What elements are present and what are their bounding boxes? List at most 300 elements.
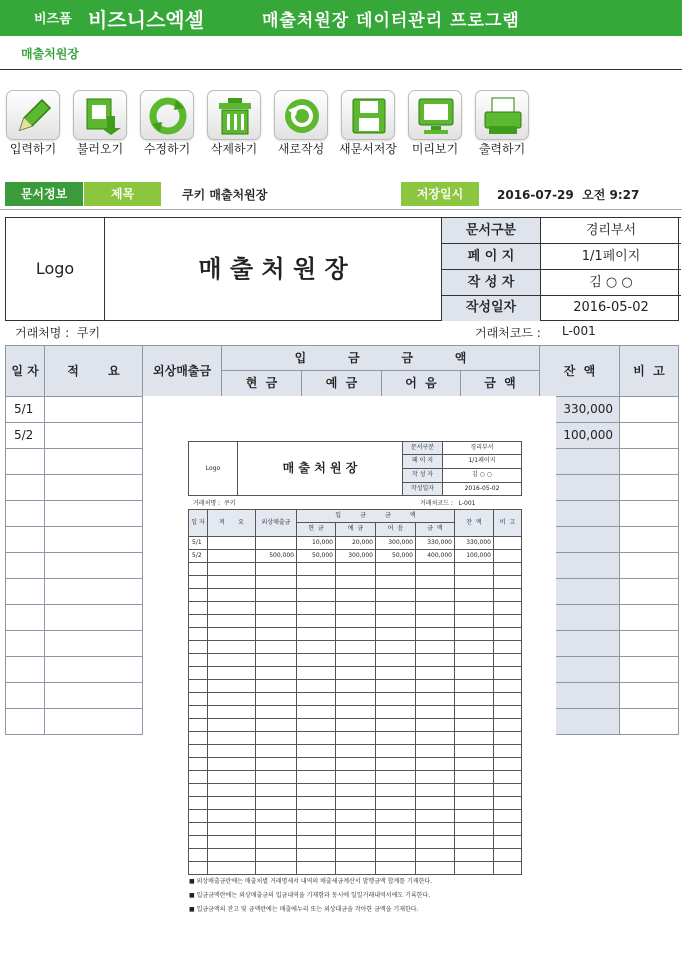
preview-cell: [255, 848, 297, 862]
preview-cell: [415, 614, 455, 628]
preview-cell: [207, 770, 256, 784]
preview-cell: [335, 783, 376, 797]
new-icon: [274, 90, 328, 140]
preview-cell: [255, 562, 297, 576]
preview-cell: [255, 692, 297, 706]
grid-cell[interactable]: [620, 631, 679, 657]
preview-cell: [415, 562, 455, 576]
preview-cell: [207, 757, 256, 771]
print-button[interactable]: [469, 80, 535, 160]
preview-cell: [375, 562, 416, 576]
header-deposit: 예 금: [302, 371, 382, 397]
preview-cell: [335, 848, 376, 862]
preview-cell: [255, 640, 297, 654]
preview-cell: [415, 588, 455, 602]
preview-cell: [375, 757, 416, 771]
preview-header-date: 일 자: [188, 509, 208, 537]
grid-cell[interactable]: [620, 657, 679, 683]
header-amount: 금 액: [461, 371, 540, 397]
preview-cell: [375, 666, 416, 680]
preview-cell: 5/1: [188, 536, 208, 550]
preview-cell: [335, 679, 376, 693]
preview-note: ■ 외상매출금란에는 매출처별 거래명세서 내역의 매출세금계산서 발행금액 합계를 기재한다.: [189, 878, 433, 885]
preview-cell: [207, 575, 256, 589]
preview-cell: [296, 809, 336, 823]
preview-header-desc: 적 요: [207, 509, 256, 537]
preview-cell: [493, 796, 522, 810]
grid-cell[interactable]: [620, 527, 679, 553]
preview-cell: [207, 835, 256, 849]
preview-cell: [415, 705, 455, 719]
preview-cell: [375, 770, 416, 784]
title-label: 제목: [84, 182, 161, 206]
preview-cell: [454, 575, 494, 589]
preview-meta-label: 페 이 지: [402, 454, 443, 469]
preview-cell: [335, 809, 376, 823]
preview-cell: [188, 783, 208, 797]
preview-cell: [255, 653, 297, 667]
preview-cell: [335, 588, 376, 602]
grid-cell[interactable]: [5, 449, 45, 475]
preview-cell: [188, 848, 208, 862]
preview-cell: [415, 809, 455, 823]
preview-cell: [188, 653, 208, 667]
grid-cell[interactable]: [620, 475, 679, 501]
preview-cell: 300,000: [335, 549, 376, 563]
preview-cell: [493, 705, 522, 719]
preview-cell: [296, 705, 336, 719]
party-code-label: 거래처코드 :: [475, 326, 541, 340]
preview-cell: [454, 757, 494, 771]
header-payment: 입 금 금 액: [222, 345, 540, 371]
preview-button[interactable]: [402, 80, 468, 160]
header-cash: 현 금: [222, 371, 302, 397]
row-date[interactable]: 5/1: [5, 397, 45, 423]
preview-meta-value: 1/1페이지: [442, 454, 522, 469]
preview-cell: [454, 588, 494, 602]
input-button[interactable]: [0, 80, 66, 160]
edit-button[interactable]: [134, 80, 200, 160]
preview-meta-value: 2016-05-02: [442, 482, 522, 496]
preview-cell: [255, 835, 297, 849]
preview-header-credit: 외상매출금: [255, 509, 297, 537]
preview-cell: [296, 679, 336, 693]
preview-cell: [188, 692, 208, 706]
preview-cell: [335, 653, 376, 667]
preview-cell: [493, 614, 522, 628]
preview-cell: [188, 705, 208, 719]
preview-cell: [454, 601, 494, 615]
tab-sales-ledger[interactable]: 매출처원장: [21, 47, 79, 61]
preview-cell: [454, 653, 494, 667]
preview-cell: 10,000: [296, 536, 336, 550]
preview-cell: [207, 861, 256, 875]
preview-cell: [255, 601, 297, 615]
grid-cell[interactable]: [620, 449, 679, 475]
preview-cell: [207, 666, 256, 680]
preview-cell: [415, 796, 455, 810]
preview-cell: [255, 861, 297, 875]
grid-cell[interactable]: [620, 553, 679, 579]
preview-cell: [207, 588, 256, 602]
preview-cell: [188, 614, 208, 628]
preview-meta-label: 작 성 자: [402, 468, 443, 483]
preview-cell: [454, 796, 494, 810]
preview-cell: [415, 744, 455, 758]
document-header: [5, 217, 679, 321]
grid-cell[interactable]: [620, 397, 679, 423]
preview-cell: [335, 718, 376, 732]
preview-cell: [296, 718, 336, 732]
preview-cell: [255, 796, 297, 810]
preview-cell: [296, 575, 336, 589]
preview-cell: [296, 744, 336, 758]
refresh-icon: [140, 90, 194, 140]
preview-cell: [335, 757, 376, 771]
preview-note: ■ 입금금액의 잔고 및 금액란에는 매출에누리 또는 외상대금을 작아한 금액을 기재한다.: [189, 906, 419, 913]
party-row: [5, 321, 679, 343]
meta-value-date[interactable]: 2016-05-02: [540, 295, 681, 321]
preview-cell: [207, 796, 256, 810]
preview-cell: 300,000: [375, 536, 416, 550]
preview-cell: [454, 822, 494, 836]
preview-cell: [493, 744, 522, 758]
brand-logo: 비즈니스엑셀: [88, 8, 204, 32]
preview-cell: 100,000: [454, 549, 494, 563]
preview-cell: [493, 757, 522, 771]
preview-logo: Logo: [188, 441, 238, 496]
preview-cell: [454, 770, 494, 784]
logo: Logo: [5, 217, 105, 321]
title-value[interactable]: 쿠키 매출처원장: [182, 188, 268, 202]
preview-cell: [335, 861, 376, 875]
meta-value-author[interactable]: 김 ○ ○: [540, 269, 681, 296]
preview-title: 매 출 처 원 장: [237, 441, 403, 496]
preview-header-payment: 입 금 금 액: [296, 509, 455, 523]
preview-cell: [207, 679, 256, 693]
preview-cell: [255, 744, 297, 758]
preview-cell: [255, 809, 297, 823]
preview-header-bill: 어 음: [375, 522, 416, 537]
preview-cell: [335, 744, 376, 758]
meta-label-date: 작성일자: [441, 295, 541, 321]
grid-cell[interactable]: [45, 709, 143, 735]
preview-cell: [375, 679, 416, 693]
preview-cell: [188, 861, 208, 875]
preview-cell: [296, 757, 336, 771]
grid-cell[interactable]: [45, 631, 143, 657]
preview-cell: [335, 796, 376, 810]
preview-cell: [296, 848, 336, 862]
preview-cell: [296, 562, 336, 576]
toolbar: [0, 80, 682, 160]
preview-cell: [188, 744, 208, 758]
preview-cell: [454, 666, 494, 680]
preview-cell: [255, 731, 297, 745]
preview-cell: [335, 692, 376, 706]
preview-cell: [188, 718, 208, 732]
preview-cell: [207, 549, 256, 563]
preview-cell: [296, 770, 336, 784]
saved-value: 2016-07-29 오전 9:27: [497, 188, 640, 202]
preview-cell: [493, 731, 522, 745]
header-note: 비 고: [620, 345, 679, 397]
monitor-icon: [408, 90, 462, 140]
preview-cell: [454, 861, 494, 875]
header-date: 일 자: [5, 345, 45, 397]
preview-cell: [493, 549, 522, 563]
preview-cell: [296, 822, 336, 836]
preview-cell: [375, 783, 416, 797]
edit-label: 수정하기: [143, 142, 191, 156]
grid-cell[interactable]: [45, 475, 143, 501]
preview-cell: 50,000: [375, 549, 416, 563]
party-name[interactable]: 거래처명 : 쿠키: [15, 326, 101, 340]
preview-cell: [454, 640, 494, 654]
pencil-icon: [6, 90, 60, 140]
document-info-bar: [0, 182, 682, 208]
preview-cell: [207, 848, 256, 862]
preview-cell: [335, 705, 376, 719]
grid-cell[interactable]: [45, 423, 143, 449]
grid-cell[interactable]: [5, 605, 45, 631]
preview-cell: [335, 640, 376, 654]
preview-cell: [375, 731, 416, 745]
load-label: 불러오기: [76, 142, 124, 156]
delete-button[interactable]: [201, 80, 267, 160]
preview-cell: [375, 692, 416, 706]
grid-cell[interactable]: [45, 683, 143, 709]
print-icon: [475, 90, 529, 140]
preview-cell: [375, 575, 416, 589]
grid-cell[interactable]: [45, 553, 143, 579]
preview-cell: [375, 744, 416, 758]
grid-cell[interactable]: [45, 527, 143, 553]
preview-cell: [255, 718, 297, 732]
preview-cell: [188, 835, 208, 849]
preview-cell: [375, 640, 416, 654]
preview-header-amount: 금 액: [415, 522, 455, 537]
grid-cell[interactable]: [620, 501, 679, 527]
preview-cell: [454, 718, 494, 732]
preview-cell: [335, 666, 376, 680]
preview-cell: [375, 718, 416, 732]
preview-note: ■ 입금금액란에는 외상매출금의 입금내역을 기재함과 동시에 일일거래내역서에도 기록한다.: [189, 892, 431, 899]
preview-cell: [207, 536, 256, 550]
preview-cell: [188, 601, 208, 615]
preview-cell: 330,000: [454, 536, 494, 550]
preview-cell: 20,000: [335, 536, 376, 550]
preview-cell: [454, 848, 494, 862]
preview-cell: [296, 666, 336, 680]
preview-cell: [296, 731, 336, 745]
grid-cell[interactable]: [620, 605, 679, 631]
preview-cell: [454, 627, 494, 641]
preview-cell: [207, 822, 256, 836]
preview-cell: [188, 731, 208, 745]
preview-cell: [207, 731, 256, 745]
preview-header-deposit: 예 금: [335, 522, 376, 537]
preview-cell: [375, 796, 416, 810]
preview-cell: [207, 718, 256, 732]
preview-cell: 50,000: [296, 549, 336, 563]
preview-meta-value: 김 ○ ○: [442, 468, 522, 483]
grid-cell[interactable]: [620, 709, 679, 735]
preview-cell: [415, 575, 455, 589]
grid-cell[interactable]: [45, 397, 143, 423]
preview-cell: [454, 562, 494, 576]
grid-cell[interactable]: [5, 579, 45, 605]
preview-cell: [493, 536, 522, 550]
preview-cell: [188, 575, 208, 589]
preview-cell: 400,000: [415, 549, 455, 563]
preview-cell: [335, 822, 376, 836]
preview-cell: [188, 809, 208, 823]
preview-cell: [188, 679, 208, 693]
preview-cell: [415, 731, 455, 745]
preview-cell: [454, 744, 494, 758]
preview-cell: [454, 705, 494, 719]
grid-cell[interactable]: [620, 683, 679, 709]
preview-cell: [255, 822, 297, 836]
preview-cell: [493, 861, 522, 875]
preview-cell: [296, 627, 336, 641]
preview-cell: [375, 848, 416, 862]
preview-cell: [255, 588, 297, 602]
preview-cell: [296, 692, 336, 706]
meta-label-author: 작 성 자: [441, 269, 541, 296]
preview-cell: [188, 757, 208, 771]
grid-cell[interactable]: [45, 579, 143, 605]
grid-cell[interactable]: [5, 475, 45, 501]
preview-cell: [415, 835, 455, 849]
input-label: 입력하기: [9, 142, 57, 156]
preview-cell: [454, 679, 494, 693]
preview-cell: [415, 692, 455, 706]
grid-cell[interactable]: [5, 631, 45, 657]
meta-value-page[interactable]: 1/1페이지: [540, 243, 681, 270]
preview-cell: [415, 666, 455, 680]
preview-cell: [375, 705, 416, 719]
preview-cell: [296, 653, 336, 667]
grid-cell[interactable]: [5, 501, 45, 527]
brand-small: 비즈폼: [34, 12, 72, 27]
preview-cell: [207, 653, 256, 667]
divider: [0, 69, 682, 70]
preview-cell: [375, 822, 416, 836]
preview-document: [188, 441, 522, 873]
grid-cell[interactable]: [620, 579, 679, 605]
preview-meta-label: 문서구분: [402, 441, 443, 455]
preview-cell: [415, 601, 455, 615]
preview-meta-label: 작성일자: [402, 482, 443, 496]
meta-value-category[interactable]: 경리부서: [540, 217, 681, 244]
preview-cell: [188, 627, 208, 641]
preview-cell: [415, 640, 455, 654]
preview-cell: [375, 809, 416, 823]
preview-header-balance: 잔 액: [454, 509, 494, 537]
preview-cell: [335, 770, 376, 784]
grid-cell[interactable]: [5, 657, 45, 683]
preview-cell: [207, 601, 256, 615]
save-new-button[interactable]: [335, 80, 401, 160]
preview-cell: [493, 627, 522, 641]
preview-cell: [207, 640, 256, 654]
grid-cell[interactable]: [5, 683, 45, 709]
preview-cell: [207, 783, 256, 797]
load-button[interactable]: [67, 80, 133, 160]
print-label: 출력하기: [478, 142, 526, 156]
preview-cell: [255, 783, 297, 797]
grid-cell[interactable]: [5, 553, 45, 579]
preview-cell: [255, 705, 297, 719]
doc-info-label: 문서정보: [5, 182, 83, 206]
preview-cell: [296, 588, 336, 602]
preview-cell: [493, 809, 522, 823]
grid-cell[interactable]: [5, 527, 45, 553]
grid-cell[interactable]: [45, 449, 143, 475]
preview-cell: 5/2: [188, 549, 208, 563]
preview-cell: [207, 744, 256, 758]
preview-cell: [296, 835, 336, 849]
preview-cell: [335, 601, 376, 615]
preview-cell: [415, 822, 455, 836]
preview-cell: [207, 627, 256, 641]
preview-cell: [335, 835, 376, 849]
preview-cell: [188, 562, 208, 576]
preview-cell: [255, 614, 297, 628]
preview-cell: [188, 796, 208, 810]
preview-cell: [335, 731, 376, 745]
preview-cell: [255, 575, 297, 589]
trash-icon: [207, 90, 261, 140]
grid-cell[interactable]: [45, 605, 143, 631]
preview-cell: [493, 653, 522, 667]
preview-cell: [415, 653, 455, 667]
grid-cell[interactable]: [5, 709, 45, 735]
preview-cell: [415, 679, 455, 693]
preview-cell: [454, 783, 494, 797]
preview-cell: [493, 718, 522, 732]
preview-cell: [335, 627, 376, 641]
preview-cell: [415, 718, 455, 732]
new-button[interactable]: [268, 80, 334, 160]
preview-cell: [255, 770, 297, 784]
preview-header-note: 비 고: [493, 509, 522, 537]
grid-cell[interactable]: [620, 423, 679, 449]
row-date[interactable]: 5/2: [5, 423, 45, 449]
header-description: 적 요: [45, 345, 143, 397]
preview-party: 거래처명 : 쿠키: [193, 500, 236, 507]
save-new-label: 새문서저장: [339, 142, 397, 156]
party-code-value[interactable]: L-001: [562, 324, 596, 338]
preview-cell: [255, 536, 297, 550]
meta-label-page: 페 이 지: [441, 243, 541, 270]
preview-cell: [493, 562, 522, 576]
preview-label: 미리보기: [411, 142, 459, 156]
grid-cell[interactable]: [45, 657, 143, 683]
app-header: [0, 0, 682, 36]
header-credit-sales: 외상매출금: [143, 345, 222, 397]
preview-cell: [493, 679, 522, 693]
preview-cell: [255, 757, 297, 771]
preview-cell: [454, 835, 494, 849]
preview-cell: [375, 861, 416, 875]
preview-cell: [207, 705, 256, 719]
preview-cell: [415, 627, 455, 641]
grid-cell[interactable]: [45, 501, 143, 527]
document-title: 매 출 처 원 장: [104, 217, 442, 321]
